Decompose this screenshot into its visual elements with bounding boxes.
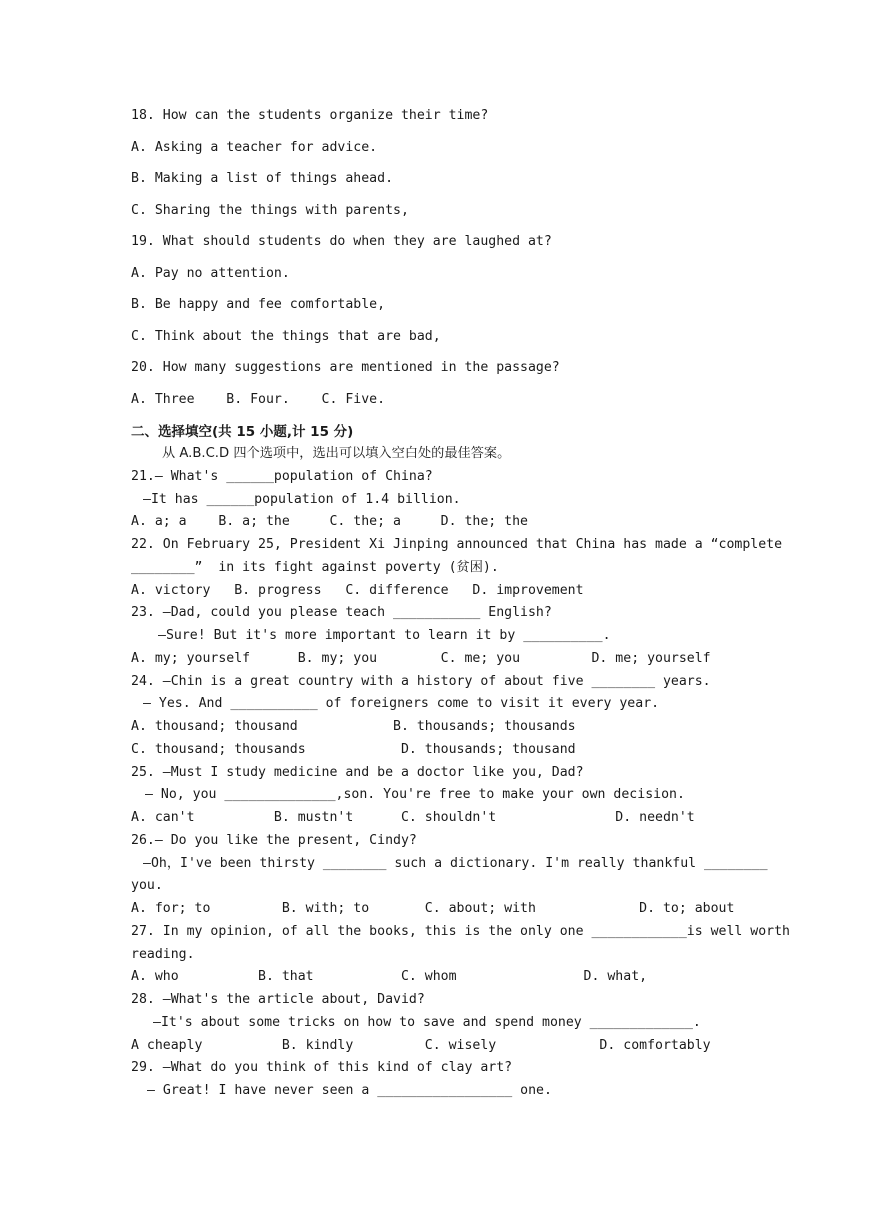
- section-heading: 二、选择填空(共 15 小题,计 15 分): [131, 424, 354, 440]
- question-29-line1: 29. —What do you think of this kind of clay art?: [131, 1060, 513, 1075]
- question-24-line1: 24. —Chin is a great country with a history of about five ________ years.: [131, 674, 711, 689]
- options-20: A. Three B. Four. C. Five.: [131, 392, 386, 407]
- question-21-line2: —It has ______population of 1.4 billion.: [143, 492, 461, 507]
- question-24-line2: — Yes. And ___________ of foreigners come to visit it every year.: [143, 696, 660, 711]
- options-28: A cheaply B. kindly C. wisely D. comfortably: [131, 1038, 711, 1053]
- question-28-line1: 28. —What's the article about, David?: [131, 992, 425, 1007]
- options-22: A. victory B. progress C. difference D. improvement: [131, 583, 584, 598]
- options-25: A. can't B. mustn't C. shouldn't D. needn't: [131, 810, 695, 825]
- question-25-line1: 25. –Must I study medicine and be a doctor like you, Dad?: [131, 765, 584, 780]
- options-21: A. a; a B. a; the C. the; a D. the; the: [131, 514, 528, 529]
- section-instruction: 从 A.B.C.D 四个选项中，选出可以填入空白处的最佳答案。: [162, 446, 511, 461]
- question-22-line1: 22. On February 25, President Xi Jinping announced that China has made a “complete: [131, 537, 783, 552]
- options-26: A. for; to B. with; to C. about; with D. to; about: [131, 901, 735, 916]
- question-23-line2: —Sure! But it's more important to learn it by __________.: [158, 628, 611, 643]
- option-19-c: C. Think about the things that are bad,: [131, 329, 441, 344]
- question-22-line2: ________” in its fight against poverty (贫困).: [131, 560, 499, 575]
- option-18-a: A. Asking a teacher for advice.: [131, 140, 378, 155]
- options-27: A. who B. that C. whom D. what,: [131, 969, 648, 984]
- option-18-b: B. Making a list of things ahead.: [131, 171, 394, 186]
- question-29-line2: — Great! I have never seen a _________________ one.: [147, 1083, 552, 1098]
- option-18-c: C. Sharing the things with parents,: [131, 203, 409, 218]
- options-24-row1: A. thousand; thousand B. thousands; thousands: [131, 719, 576, 734]
- question-28-line2: —It's about some tricks on how to save and spend money _____________.: [153, 1015, 701, 1030]
- question-26-line3: you.: [131, 878, 163, 893]
- question-27-line1: 27. In my opinion, of all the books, this is the only one ____________is well worth: [131, 924, 790, 939]
- question-21-line1: 21.— What's ______population of China?: [131, 469, 433, 484]
- option-19-b: B. Be happy and fee comfortable,: [131, 297, 386, 312]
- question-23-line1: 23. —Dad, could you please teach ___________ English?: [131, 605, 552, 620]
- question-26-line2: —Oh，I've been thirsty ________ such a dictionary. I'm really thankful ________: [143, 856, 768, 871]
- options-23: A. my; yourself B. my; you C. me; you D. me; yourself: [131, 651, 711, 666]
- question-25-line2: — No, you ______________,son. You're free to make your own decision.: [145, 787, 685, 802]
- question-18: 18. How can the students organize their time?: [131, 108, 489, 123]
- question-20: 20. How many suggestions are mentioned in the passage?: [131, 360, 560, 375]
- question-19: 19. What should students do when they are laughed at?: [131, 234, 552, 249]
- question-27-line2: reading.: [131, 947, 195, 962]
- question-26-line1: 26.— Do you like the present, Cindy?: [131, 833, 417, 848]
- option-19-a: A. Pay no attention.: [131, 266, 290, 281]
- options-24-row2: C. thousand; thousands D. thousands; thousand: [131, 742, 576, 757]
